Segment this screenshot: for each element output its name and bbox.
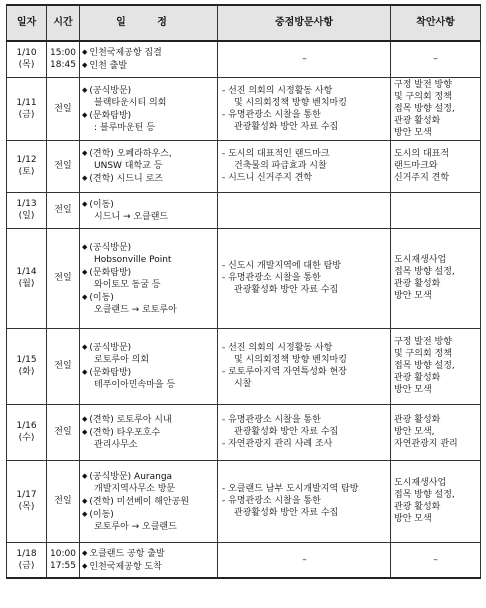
agenda-line: 관광 활성화 bbox=[394, 373, 441, 383]
date-cell bbox=[7, 542, 47, 578]
schedule-bullet-item: ◆ (견학) 미션베이 해안공원 bbox=[82, 495, 214, 508]
time-text: 전일 bbox=[54, 161, 72, 171]
focus-cell bbox=[218, 542, 391, 578]
schedule-sub-item: 개발지역사무소 방문 bbox=[94, 483, 176, 494]
date-cell bbox=[7, 404, 47, 460]
time-cell bbox=[47, 460, 80, 542]
date-text: (금) bbox=[18, 560, 35, 571]
date-text: (일) bbox=[18, 211, 35, 221]
date-text: (목) bbox=[18, 502, 35, 512]
time-text: 전일 bbox=[54, 361, 72, 371]
schedule-sub-item: 오클랜드 → 로토루아 bbox=[94, 304, 177, 315]
table-row bbox=[7, 140, 481, 192]
time-cell bbox=[47, 404, 80, 460]
schedule-bullet-item: ◆ (공식방문) bbox=[82, 241, 214, 254]
schedule-bullet-item: ◆ (문화탐방) bbox=[82, 266, 214, 279]
date-cell bbox=[7, 77, 47, 140]
focus-cell bbox=[218, 460, 391, 542]
table-row bbox=[7, 192, 481, 228]
agenda-line: 방안 모색 bbox=[394, 514, 432, 524]
focus-line: - 선진 의회의 시정활동 사항 bbox=[222, 85, 333, 96]
time-text: 15:00 bbox=[50, 48, 76, 59]
schedule-bullet-item: ◆ (견학) 오페라하우스, bbox=[82, 147, 214, 160]
agenda-line: 및 구의회 정책 bbox=[394, 91, 452, 102]
table-row bbox=[7, 460, 481, 542]
date-cell bbox=[7, 328, 47, 404]
date-text: 1/16 bbox=[16, 421, 37, 431]
agenda-line: 접목 방향 설정, bbox=[394, 103, 455, 114]
focus-line: 건축물의 파급효과 시찰 bbox=[234, 161, 327, 171]
time-text: 전일 bbox=[54, 427, 72, 437]
schedule-cell bbox=[80, 228, 218, 328]
agenda-line: 관광 활성화 bbox=[394, 502, 441, 512]
header-date: 일자 bbox=[7, 5, 47, 41]
focus-line: - 선진 의회의 시정활동 사항 bbox=[222, 343, 333, 353]
date-text: (화) bbox=[18, 367, 35, 377]
date-text: 1/18 bbox=[16, 548, 37, 559]
date-text: 1/15 bbox=[16, 355, 37, 365]
agenda-line: 도시재생사업 bbox=[394, 255, 447, 265]
date-text: (월) bbox=[18, 279, 35, 289]
schedule-sub-item: 로토루아 → 오클랜드 bbox=[94, 521, 177, 532]
schedule-sub-item: 테푸이아민속마을 등 bbox=[94, 380, 176, 390]
focus-line: - 로토루아지역 자연특성화 현장 bbox=[222, 367, 347, 377]
time-text: 전일 bbox=[54, 496, 72, 506]
agenda-line: 접목 방향 설정, bbox=[394, 361, 455, 371]
focus-cell bbox=[218, 77, 391, 140]
date-cell bbox=[7, 41, 47, 77]
time-cell bbox=[47, 140, 80, 192]
focus-line: - 유명관광소 시찰을 통한 bbox=[222, 496, 321, 506]
table-row bbox=[7, 41, 481, 77]
focus-line: 관광활성화 방안 자료 수집 bbox=[234, 285, 339, 295]
agenda-line: 랜드마크와 bbox=[394, 161, 438, 171]
focus-line: - 도시의 대표적인 랜드마크 bbox=[222, 149, 330, 159]
table-row bbox=[7, 328, 481, 404]
time-text: 전일 bbox=[54, 273, 72, 283]
focus-line: - 유명관광소 시찰을 통한 bbox=[222, 109, 321, 120]
schedule-cell bbox=[80, 542, 218, 578]
schedule-bullet-item: ◆ (이동) bbox=[82, 508, 214, 521]
time-text: 18:45 bbox=[50, 60, 76, 71]
table-row bbox=[7, 228, 481, 328]
table-row bbox=[7, 404, 481, 460]
schedule-bullet-item: ◆ (이동) bbox=[82, 291, 214, 304]
time-cell bbox=[47, 77, 80, 140]
agenda-cell bbox=[391, 41, 481, 77]
date-cell bbox=[7, 140, 47, 192]
schedule-sub-item: 블랙타운시티 의회 bbox=[94, 97, 167, 108]
focus-cell bbox=[218, 228, 391, 328]
time-text: 전일 bbox=[54, 103, 72, 114]
agenda-line: 구정 발전 방향 bbox=[394, 79, 452, 90]
focus-cell bbox=[218, 192, 391, 228]
schedule-bullet-item: ◆ 오클랜드 공항 출발 bbox=[82, 547, 214, 560]
agenda-line: 및 구의회 정책 bbox=[394, 349, 452, 359]
schedule-cell bbox=[80, 77, 218, 140]
focus-line: – bbox=[302, 54, 307, 65]
schedule-cell bbox=[80, 192, 218, 228]
agenda-cell bbox=[391, 192, 481, 228]
focus-line: - 오클랜드 남부 도시개발지역 탐방 bbox=[222, 484, 359, 494]
schedule-sub-item: 시드니 → 오클랜드 bbox=[94, 211, 169, 222]
schedule-bullet-item: ◆ (견학) 시드니 로즈 bbox=[82, 172, 214, 185]
agenda-line: 도시의 대표적 bbox=[394, 149, 450, 159]
date-text: 1/13 bbox=[16, 199, 37, 209]
agenda-line: – bbox=[433, 554, 438, 565]
agenda-line: 구정 발전 방향 bbox=[394, 337, 452, 347]
date-text: (목) bbox=[18, 60, 35, 71]
time-cell bbox=[47, 328, 80, 404]
date-text: 1/12 bbox=[16, 155, 37, 165]
focus-line: – bbox=[302, 554, 307, 565]
agenda-cell bbox=[391, 404, 481, 460]
schedule-bullet-item: ◆ (공식방문) bbox=[82, 84, 214, 97]
agenda-line: 도시재생사업 bbox=[394, 478, 447, 488]
schedule-bullet-item: ◆ 인천국제공항 도착 bbox=[82, 560, 214, 573]
date-text: 1/11 bbox=[16, 97, 37, 108]
agenda-line: 방안 모색 bbox=[394, 127, 432, 138]
time-text: 전일 bbox=[54, 205, 72, 215]
schedule-sub-item: Hobsonville Point bbox=[94, 254, 172, 265]
schedule-bullet-item: ◆ (이동) bbox=[82, 198, 214, 211]
itinerary-table bbox=[6, 4, 481, 579]
date-text: 1/14 bbox=[16, 267, 37, 277]
schedule-bullet-item: ◆ 인천 출발 bbox=[82, 59, 214, 72]
agenda-line: 관광 활성화 bbox=[394, 415, 441, 425]
focus-line: 시찰 bbox=[234, 379, 252, 389]
schedule-bullet-item: ◆ (견학) 타우포호수 bbox=[82, 426, 214, 439]
schedule-sub-item: : 블루마운틴 등 bbox=[94, 122, 155, 133]
schedule-sub-item: UNSW 대학교 등 bbox=[94, 161, 163, 171]
schedule-cell bbox=[80, 140, 218, 192]
schedule-cell bbox=[80, 41, 218, 77]
agenda-line: 관광 활성화 bbox=[394, 115, 441, 126]
focus-line: - 자연관광지 관리 사례 조사 bbox=[222, 439, 333, 449]
header-time: 시간 bbox=[47, 5, 80, 41]
schedule-cell bbox=[80, 404, 218, 460]
focus-line: - 시드니 신거주지 견학 bbox=[222, 173, 313, 183]
agenda-cell bbox=[391, 77, 481, 140]
schedule-sub-item: 관리사무소 bbox=[94, 440, 138, 450]
schedule-bullet-item: ◆ (공식방문) Auranga bbox=[82, 470, 214, 483]
agenda-cell bbox=[391, 460, 481, 542]
agenda-cell bbox=[391, 542, 481, 578]
schedule-cell bbox=[80, 328, 218, 404]
focus-line: 및 시의회정책 방향 벤치마킹 bbox=[234, 97, 347, 108]
focus-line: - 유명관광소 시찰을 통한 bbox=[222, 273, 321, 283]
agenda-cell bbox=[391, 328, 481, 404]
agenda-line: 방안 모색 bbox=[394, 291, 432, 301]
schedule-bullet-item: ◆ (문화탐방) bbox=[82, 109, 214, 122]
header-agenda: 착안사항 bbox=[391, 5, 481, 41]
table-row bbox=[7, 77, 481, 140]
date-cell bbox=[7, 460, 47, 542]
date-text: (수) bbox=[18, 433, 35, 443]
schedule-bullet-item: ◆ (견학) 로토루아 시내 bbox=[82, 413, 214, 426]
agenda-line: 자연관광지 관리 bbox=[394, 439, 458, 449]
time-cell bbox=[47, 41, 80, 77]
agenda-line: 신거주지 견학 bbox=[394, 173, 450, 183]
date-text: 1/10 bbox=[16, 48, 37, 59]
focus-line: - 신도시 개발지역에 대한 탐방 bbox=[222, 261, 342, 271]
focus-cell bbox=[218, 404, 391, 460]
focus-cell bbox=[218, 41, 391, 77]
schedule-sub-item: 로토루아 의회 bbox=[94, 355, 150, 365]
schedule-bullet-item: ◆ (문화탐방) bbox=[82, 366, 214, 379]
time-text: 17:55 bbox=[50, 560, 76, 571]
agenda-cell bbox=[391, 140, 481, 192]
schedule-bullet-item: ◆ 인천국제공항 집결 bbox=[82, 46, 214, 59]
schedule-cell bbox=[80, 460, 218, 542]
focus-line: - 유명관광소 시찰을 통한 bbox=[222, 415, 321, 425]
schedule-bullet-item: ◆ (공식방문) bbox=[82, 341, 214, 354]
header-schedule: 일 정 bbox=[80, 5, 218, 41]
header-row bbox=[7, 5, 481, 41]
date-cell bbox=[7, 228, 47, 328]
header-focus: 중점방문사항 bbox=[218, 5, 391, 41]
focus-line: 및 시의회정책 방향 벤치마킹 bbox=[234, 355, 347, 365]
agenda-line: – bbox=[433, 54, 438, 65]
focus-line: 관광활성화 방안 자료 수집 bbox=[234, 121, 339, 132]
date-text: (금) bbox=[18, 109, 35, 120]
date-text: (토) bbox=[18, 167, 35, 177]
focus-cell bbox=[218, 328, 391, 404]
focus-line: 관광활성화 방안 자료 수집 bbox=[234, 508, 339, 518]
focus-line: 관광활성화 방안 자료 수집 bbox=[234, 427, 339, 437]
schedule-sub-item: 와이토모 동굴 등 bbox=[94, 279, 161, 290]
focus-cell bbox=[218, 140, 391, 192]
date-cell bbox=[7, 192, 47, 228]
date-text: 1/17 bbox=[16, 490, 37, 500]
time-cell bbox=[47, 228, 80, 328]
agenda-line: 관광 활성화 bbox=[394, 279, 441, 289]
time-cell bbox=[47, 542, 80, 578]
time-text: 10:00 bbox=[50, 548, 76, 559]
agenda-line: 접목 방향 설정, bbox=[394, 267, 455, 277]
agenda-line: 접목 방향 설정, bbox=[394, 490, 455, 500]
itinerary-document bbox=[6, 4, 480, 579]
agenda-cell bbox=[391, 228, 481, 328]
table-row bbox=[7, 542, 481, 578]
agenda-line: 방안 모색, bbox=[394, 427, 435, 437]
time-cell bbox=[47, 192, 80, 228]
agenda-line: 방안 모색 bbox=[394, 385, 432, 395]
